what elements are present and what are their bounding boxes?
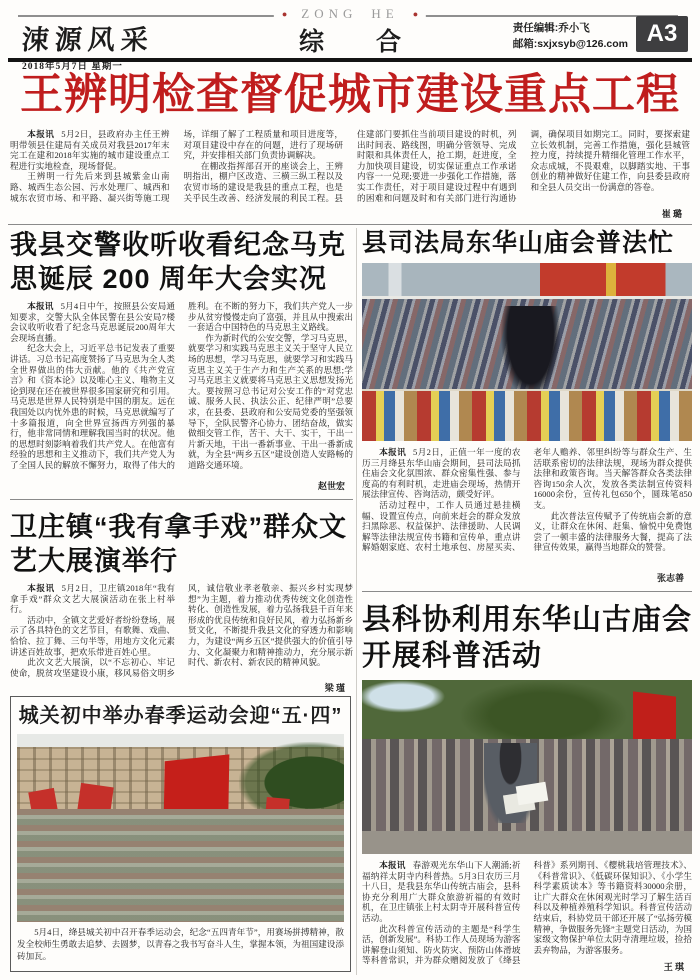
- lead-headline: 王辨明检查督促城市建设重点工程: [20, 71, 680, 119]
- news-prefix: 本报讯: [379, 447, 407, 457]
- header-thick-rule: [8, 58, 692, 62]
- sports-photo-story-box: [10, 696, 351, 972]
- science-outreach-photo: [362, 680, 692, 854]
- byline: 梁 瑾: [315, 683, 345, 694]
- bullet-icon: ●: [281, 9, 288, 19]
- lead-article-body: [10, 129, 690, 221]
- sports-article-title: 城关初中举办春季运动会迎“五·四”: [18, 705, 343, 727]
- paragraph: 本报讯 5月2日，县政府办主任王辨明带领县住建局有关成员对我县2017年末完工在建和2018年实施的城市建设重点工程进行实地检查，现场督促。: [10, 129, 170, 171]
- editor-name: 责任编辑:乔小飞: [512, 22, 590, 34]
- news-prefix: 本报讯: [27, 129, 55, 139]
- masthead: [22, 18, 160, 72]
- divider: [10, 499, 353, 500]
- photo-marching-students: [17, 809, 344, 922]
- traffic-article-body: [10, 301, 353, 493]
- divider: [362, 591, 692, 592]
- photo-caption: 5月4日，绛县城关初中召开春季运动会，纪念“五四青年节”，用赛场拼搏精神，散发全校师生勇敢去追梦、去圆梦，以青春之我书写奋斗人生，掌握本领，为祖国建设添砖加瓦。: [17, 927, 344, 961]
- temple-fair-law-photo: [362, 263, 692, 441]
- paragraph: 此次普法宣传赋予了传统庙会新的意义，让群众在休闲、赶集、愉悦中免费饱尝了一顿丰盛的法律服务大餐，提高了法律宣传效果，赢得当地群众的赞誉。: [533, 510, 692, 553]
- masthead-date: 2018年5月7日 星期一: [22, 62, 123, 72]
- left-column: [10, 228, 353, 961]
- byline: 张志善: [647, 573, 684, 584]
- section-pinyin-a: ZONG: [301, 6, 358, 21]
- column-divider: [356, 228, 357, 975]
- byline: 王 琪: [654, 962, 684, 973]
- science-article-title: 县科协利用东华山古庙会开展科普活动: [362, 604, 693, 672]
- traffic-article-title: 我县交警收听收看纪念马克思诞辰 200 周年大会实况: [10, 230, 346, 294]
- page-number-badge: A3: [636, 16, 688, 52]
- section-pinyin-b: HE: [371, 6, 399, 21]
- byline: 崔 璐: [652, 209, 682, 220]
- right-column: [362, 228, 692, 974]
- justice-article-title: 县司法局东华山庙会普法忙: [362, 229, 675, 257]
- editor-email: 邮箱:sxjxsyb@126.com: [512, 38, 628, 50]
- news-prefix: 本报讯: [27, 583, 55, 593]
- masthead-title: 涑源风采: [20, 25, 155, 56]
- paragraph: 作为新时代的公安交警，学习马克思，就要学习和实践马克思主义关于坚守人民立场的思想，学习马克思，就要学习和实践马克思主义关于生产力和生产关系的思想;学习马克思主义就要将马克思主义思想发扬光大。要按照习总书记对公安工作的“对党忠诚、服务人民、执法公正、纪律严明”总要求，在县委、县政府和公安局党委的坚强领导下，全队民警齐心协力、团结奋战，做实做细交管工作，苦干、大干、实干，干出一片新天地，干出一番新事业、干出一番新成就，为全县“两乡五区”建设创造人安路畅的道路交通环境。: [188, 332, 353, 470]
- paragraph: 王辨明一行先后来到县城紫金山南路、城西生态公园、污水处理厂、城西和城东农贸市场、和平路、凝兴街等施工现场，详细了解了工程质量和项目进度等，对项目建设中存在的问题，进行了现场研究，并安排相关部门负责协调解决。: [10, 129, 343, 203]
- photo-leaflet-table: [362, 389, 692, 441]
- byline: 赵世宏: [308, 481, 345, 492]
- paragraph: 在棚改指挥部召开的座谈会上，王辨明指出，棚户区改造、三横三纵工程以及农贸市场的建设是我县的重点工程，也是关乎民生改善、经济发展的利民工程。县住建部门要抓住当前项目建设的时机，列出时间表、路线图，明确分管领导、完成时限和具体责任人，抢工期，赶进度，全力加快项目建设，切实保证重点工作承诺内容一一兑现;要进一步强化工作措施，落实工作责任，对于项目建设过程中有遇到的困难和问题及时和有关部门进行沟通协调，确保项目如期完工。同时，要探索建立长效机制，完善工作措施，强化县城管控力度，持续提升精细化管理工作水平，众志成城，不畏艰难，以脚踏实地、干事创业的精神做好住建工作，向县委县政府和全县人员交出一份满意的答卷。: [183, 129, 690, 203]
- culture-article-title: 卫庄镇“我有拿手戏”群众文艺大展演举行: [10, 512, 347, 576]
- paragraph: 本报讯 5月2日，正值一年一度的农历三月绛县东华山庙会期间，县司法局抓住庙会文化氛围浓、群众密集性强、参与度高的有利时机，走进庙会现场，热情开展法律宣传、咨询活动，颇受好评。: [362, 447, 521, 500]
- paragraph: 此次科普宣传活动的主题是“科学生活，创新发展”。科协工作人员现场为游客讲解登山须知、防火防灾、预防山体滑坡等科普常识，并为群众赠阅发放了《绛县科普》系列期刊、《樱桃栽培管理技术》、《科普常识》、《低碳环保知识》、《小学生科学素质读本》等书籍资料30000余册，让广大群众在休闲观光时学习了解生活百科以及种植养殖科学知识。科普宣传活动结束后，科协党员干部还开展了“弘扬劳模精神，争做服务先锋”主题党日活动，为国家级文物保护单位太阴寺清理垃圾，捡拾丢弃物品，为游客服务。: [362, 860, 692, 966]
- paragraph: 本报讯 5月2日，卫庄镇2018年“我有拿手戏”群众文艺大展演活动在张上村举行。: [10, 583, 175, 615]
- photo-center-figure: [501, 306, 560, 399]
- photo-buildings-banner: [362, 263, 692, 299]
- editor-info: [513, 20, 628, 52]
- paragraph: 此次文艺大展演，以“不忘初心、牢记使命，脱贫攻坚建设小康，移风易俗文明乡风，诚信敬业孝老敬亲、振兴乡村实现梦想”为主题，着力推动优秀传统文化创造性转化、创造性发展，着力弘扬我县千百年来形成的优良传统和良好民风，着力弘扬新乡贤文化，不断提升我县文化的穿透力和影响力，为建设“两乡五区”提供强大的价值引导力、文化凝聚力和精神推动力，充分展示新时代、新农村、新农民的精神风貌。: [10, 583, 353, 678]
- section-title: [299, 22, 401, 58]
- section-title-a: 综: [298, 27, 324, 56]
- section-title-b: 合: [376, 27, 402, 56]
- paragraph: 活动中，全镇文艺爱好者纷纷登场，展示了各具特色的文艺节目，有歌舞、戏曲、恰恰、拉丁舞、三句半等，用地方文化元素讲述百姓故事，把欢乐带进百姓心里。: [10, 614, 175, 657]
- section-pinyin: [274, 6, 426, 22]
- photo-ground: [362, 831, 692, 854]
- science-article-body: [362, 860, 692, 974]
- paragraph: 本报讯 5月4日中午，按照县公安局通知要求，交警大队全体民警在县公安局7楼会议收听收看了纪念马克思诞辰200周年大会现场直播。: [10, 301, 175, 343]
- paragraph: 纪念大会上，习近平总书记发表了重要讲话。习总书记高度赞扬了马克思为全人类全世界做出的伟大贡献。他的《共产党宣言》和《资本论》以及唯心主义、唯物主义论到现在还在被世界很多国家研究和引用。马克思是世界人民特别是中国的朋友。远在我国处以内忧外患的时候，马克思就编写了十多篇报道，向全世界宣扬西方列强的暴行，他非常同情和理解我国当时的状况。他的思想时刻影响着我们共产党人。在他富有经验的思想和主义推动下，我们共产党人为了全国人民的解放不懈努力，取得了伟大的胜利。在不断的努力下，我们共产党人一步步从贫穷慢慢走向了富强，并且从中搜索出一套适合中国特色的马克思主义路线。: [10, 301, 353, 470]
- paragraph: 活动过程中，工作人员通过悬挂横幅、设置宣传点，向前来赶会的群众发放扫黑除恶、权益保护、法律援助、人民调解等法律法规宣传书籍和宣传单，重点讲解婚姻家庭、农村土地承包、房屋买卖、老年人赡养、邻里纠纷等与群众生产、生活联系密切的法律法规，现场为群众提供法律和政策咨询。当天解答群众各类法律咨询150余人次，发放各类法制宣传资料16000余份，宣传礼包650个，圆珠笔850支。: [362, 447, 692, 553]
- paragraph: 本报讯 春游观光东华山下人潮涌;祈福纳祥太阴寺内科普热。5月3日农历三月十八日，是我县东华山传统古庙会，县科协充分利用广大群众旅游祈福的有效时机，在卫庄镇张上村太阴寺开展科普宣传活动。: [362, 860, 521, 923]
- justice-article-body: [362, 447, 692, 585]
- news-prefix: 本报讯: [27, 301, 54, 311]
- culture-article-body: [10, 583, 353, 695]
- photo-center-figure: [484, 743, 537, 823]
- bullet-icon: ●: [412, 9, 419, 19]
- sports-meet-photo: [17, 734, 344, 922]
- divider: [8, 224, 692, 225]
- page-header: [0, 0, 700, 72]
- news-prefix: 本报讯: [379, 860, 406, 870]
